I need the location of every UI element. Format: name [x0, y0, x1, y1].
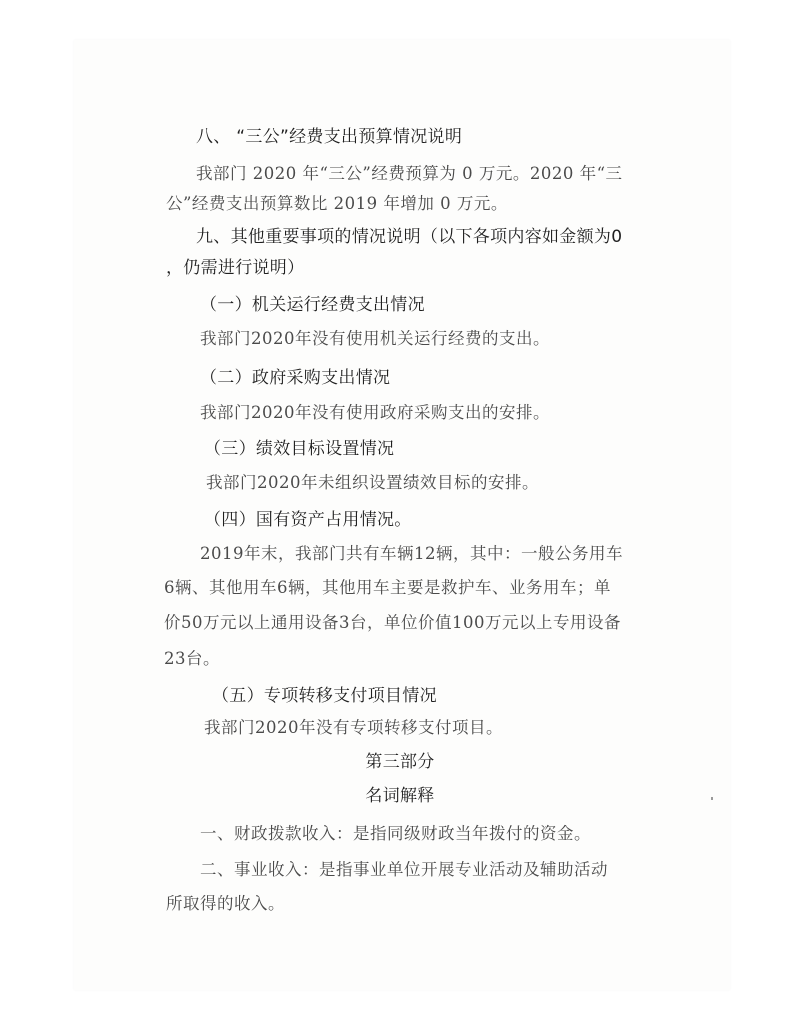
part-3-subtitle: 名词解释 — [365, 786, 435, 806]
subsection-2-title: （二）政府采购支出情况 — [200, 368, 391, 388]
subsection-4-paragraph-line-4: 23台。 — [164, 649, 220, 668]
subsection-5-title: （五）专项转移支付项目情况 — [212, 686, 437, 706]
section-8-paragraph-line-2: 公”经费支出预算数比 2019 年增加 0 万元。 — [166, 194, 508, 213]
subsection-2-text: 我部门2020年没有使用政府采购支出的安排。 — [200, 403, 550, 422]
subsection-3-text: 我部门2020年未组织设置绩效目标的安排。 — [206, 473, 539, 492]
subsection-1-title: （一）机关运行经费支出情况 — [200, 295, 425, 315]
term-2-definition-line-1: 二、事业收入：是指事业单位开展专业活动及辅助活动 — [200, 860, 608, 879]
part-3-title: 第三部分 — [365, 752, 435, 772]
scan-speck — [711, 797, 713, 800]
subsection-4-title: （四）国有资产占用情况。 — [204, 510, 412, 530]
subsection-4-paragraph-line-2: 6辆、其他用车6辆，其他用车主要是救护车、业务用车；单 — [164, 578, 611, 597]
section-9-title-line-2: ，仍需进行说明） — [166, 258, 305, 278]
section-8-title: 八、 “三公”经费支出预算情况说明 — [196, 127, 463, 147]
term-2-definition-line-2: 所取得的收入。 — [166, 894, 285, 913]
subsection-5-text: 我部门2020年没有专项转移支付项目。 — [204, 718, 503, 737]
subsection-1-text: 我部门2020年没有使用机关运行经费的支出。 — [200, 329, 550, 348]
subsection-4-paragraph-line-1: 2019年末，我部门共有车辆12辆，其中：一般公务用车 — [200, 544, 623, 563]
subsection-3-title: （三）绩效目标设置情况 — [204, 439, 395, 459]
section-9-title-line-1: 九、其他重要事项的情况说明（以下各项内容如金额为0 — [196, 227, 623, 247]
term-1-definition: 一、财政拨款收入：是指同级财政当年拨付的资金。 — [200, 824, 591, 843]
subsection-4-paragraph-line-3: 价50万元以上通用设备3台，单位价值100万元以上专用设备 — [164, 613, 621, 632]
section-8-paragraph-line-1: 我部门 2020 年“三公”经费预算为 0 万元。2020 年“三 — [196, 164, 623, 183]
